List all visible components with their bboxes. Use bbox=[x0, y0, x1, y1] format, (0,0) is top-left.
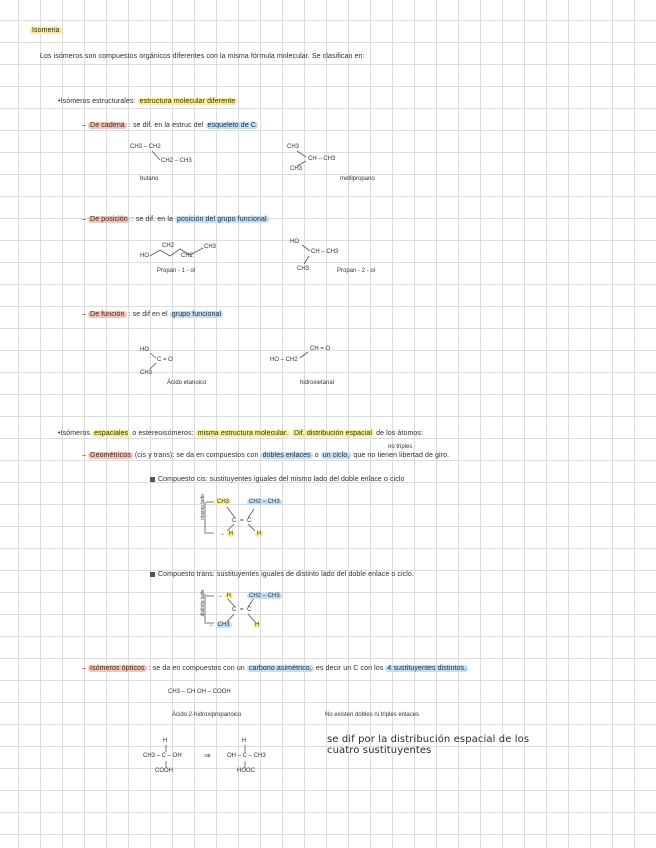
left-cooh: COOH bbox=[155, 768, 173, 774]
propan2-ch: CH – CH3 bbox=[311, 249, 339, 255]
hidroxi-ho: HO – CH2 bbox=[270, 357, 298, 363]
trans-text: Compuesto trans: sustituyentes iguales de distinto lado del doble enlace o ciclo. bbox=[150, 570, 414, 579]
note-no-triples: no triples bbox=[388, 444, 413, 450]
right-mid: OH – C – CH3 bbox=[227, 753, 266, 759]
butano-name: butano bbox=[140, 176, 159, 182]
cis-c1: C bbox=[232, 518, 237, 524]
opticos-formula: CH3 – CH OH – COOH bbox=[168, 689, 231, 695]
heading-estructurales: •Isómeros estructurales: estructura molecular diferente bbox=[58, 98, 236, 105]
opticos-line: – Isómeros ópticos : se da en compuestos con un carbono asimétrico, es decir un C con los 4 sustituyentes distintos. bbox=[82, 665, 467, 672]
cadena-line: – De cadena : se dif. en la estruc del esqueleto de C bbox=[82, 122, 256, 129]
page-title: Isomeria bbox=[32, 27, 60, 34]
opticos-note: No existen dobles ni triples enlaces bbox=[325, 712, 420, 718]
metilpropano-l2: CH – CH3 bbox=[308, 156, 336, 162]
big-note-1: se dif por la distribución espacial de los bbox=[327, 734, 530, 745]
right-hooc: HOOC bbox=[237, 768, 255, 774]
propan1-ch2b: CH2 bbox=[181, 253, 194, 259]
propan2-name: Propan - 2 - ol bbox=[337, 268, 376, 274]
propan2-ho: HO bbox=[290, 239, 299, 245]
hidroxi-name: hidroxietanal bbox=[300, 380, 335, 386]
trans-ch2ch3: CH2 – CH3 bbox=[249, 593, 280, 599]
propan1-name: Propan - 1 - ol bbox=[157, 268, 196, 274]
right-h: H bbox=[242, 738, 247, 744]
trans-eq: = bbox=[240, 607, 244, 613]
propan1-oh: HO bbox=[140, 253, 149, 259]
cis-text: Compuesto cis: sustituyentes iguales del mismo lado del doble enlace o ciclo bbox=[150, 475, 405, 484]
cis-h1: → H bbox=[219, 531, 234, 537]
acido-ch3: CH3 bbox=[140, 370, 153, 376]
trans-h1: → H bbox=[217, 593, 232, 599]
metilpropano-l1: CH3 bbox=[287, 144, 300, 150]
metilpropano-name: metilpropano bbox=[340, 176, 375, 182]
hidroxi-ch: CH = O bbox=[310, 346, 331, 352]
trans-h2: H bbox=[255, 622, 260, 628]
acido-name: Ácido etanoico bbox=[167, 380, 207, 386]
cis-ch3: CH3 bbox=[217, 499, 230, 505]
butano-l1: CH3 – CH2 bbox=[130, 144, 161, 150]
trans-ch3: → CH3 bbox=[208, 622, 230, 628]
heading-espaciales: •Isómeros espaciales o estereoisómeros: misma estructura molecular. Dif. distribución espacial de los átomos: bbox=[58, 430, 424, 437]
checkbox-icon bbox=[150, 477, 155, 482]
cis-c2: C bbox=[247, 518, 252, 524]
checkbox-icon bbox=[150, 572, 155, 577]
posicion-line: – De posición : se dif. en la posición del grupo funcional bbox=[82, 216, 267, 223]
metilpropano-l3: CH3 bbox=[290, 166, 303, 172]
cis-side-label: mismo lado bbox=[200, 494, 206, 520]
cis-h2: H bbox=[257, 531, 262, 537]
funcion-line: – De función : se dif en el grupo funcional bbox=[82, 311, 222, 318]
left-mid: CH3 – C – OH bbox=[143, 753, 182, 759]
cis-eq: = bbox=[240, 518, 244, 524]
big-note-2: cuatro sustituyentes bbox=[327, 745, 432, 756]
opticos-name: Ácido 2-hidroxipropanoico bbox=[172, 712, 242, 718]
cis-ch2ch3: CH2 – CH3 bbox=[249, 499, 280, 505]
trans-c2: C bbox=[247, 607, 252, 613]
trans-side-label: distinto lado bbox=[200, 589, 206, 617]
trans-c1: C bbox=[232, 607, 237, 613]
propan1-ch3: CH3 bbox=[204, 244, 217, 250]
arrow-icon: ⇒ bbox=[204, 751, 211, 760]
geometricos-line: – Geométricos (cis y trans): se da en compuestos con dobles enlaces o un ciclo, que no tienen libertad de giro. bbox=[82, 452, 450, 459]
left-h: H bbox=[163, 738, 168, 744]
propan1-ch2a: CH2 bbox=[162, 243, 175, 249]
butano-l2: CH2 – CH3 bbox=[161, 158, 192, 164]
propan2-ch3: CH3 bbox=[297, 266, 310, 272]
acido-ho: HO bbox=[140, 347, 149, 353]
intro-text: Los isómeros son compuestos orgánicos diferentes con la misma fórmula molecular. Se clasifican en: bbox=[40, 53, 365, 60]
acido-co: C = O bbox=[157, 357, 173, 363]
